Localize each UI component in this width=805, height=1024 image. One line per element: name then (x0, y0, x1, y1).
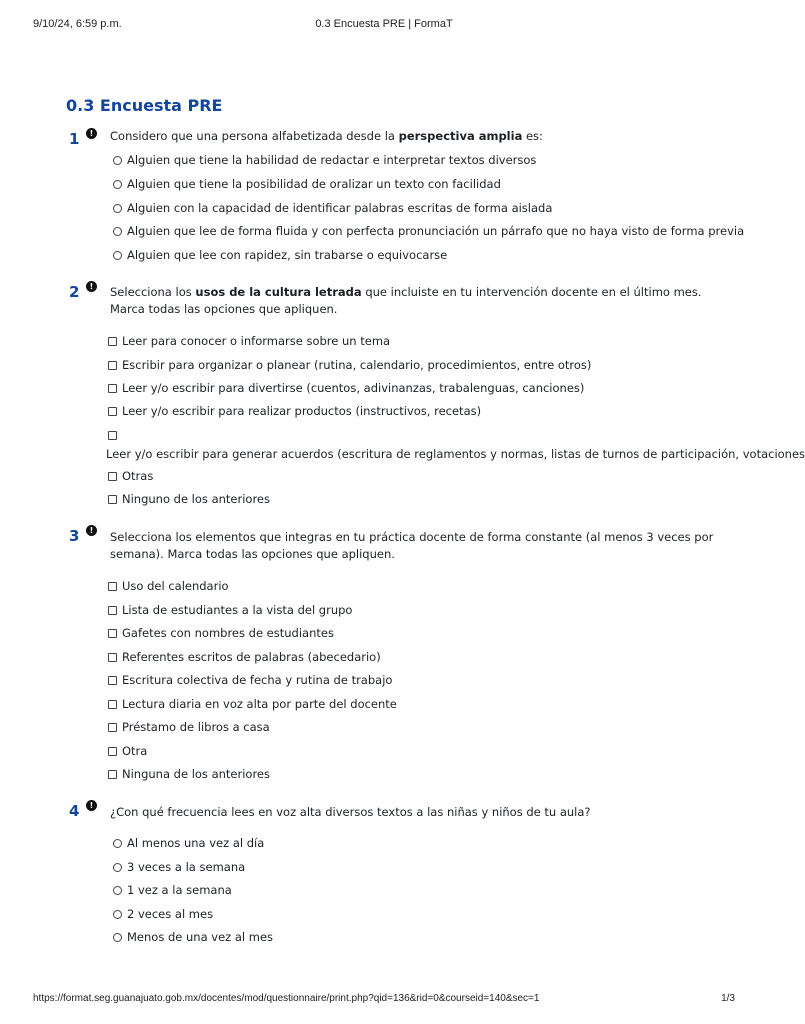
radio-option[interactable] (113, 222, 744, 240)
question-text: Selecciona los elementos que integras en tu práctica docente de forma constante (al menos 3 veces por semana). Marca todas las opciones que apliquen. (110, 530, 714, 561)
checkbox-option[interactable] (108, 601, 352, 619)
question-4 (66, 800, 734, 950)
checkbox-option[interactable] (108, 742, 147, 760)
radio-icon[interactable] (113, 863, 122, 872)
required-icon: ! (86, 281, 97, 292)
option-label: Préstamo de libros a casa (122, 720, 270, 734)
checkbox-option[interactable] (108, 332, 390, 350)
checkbox-icon[interactable] (108, 337, 117, 346)
option-label: Alguien que tiene la posibilidad de oralizar un texto con facilidad (127, 177, 501, 191)
option-label: Menos de una vez al mes (127, 930, 274, 944)
radio-option[interactable] (113, 834, 264, 852)
checkbox-option[interactable] (108, 402, 481, 420)
option-label: Alguien que tiene la habilidad de redactar e interpretar textos diversos (127, 153, 537, 167)
radio-option[interactable] (113, 858, 245, 876)
checkbox-option[interactable] (108, 695, 397, 713)
page-url: https://format.seg.guanajuato.gob.mx/docentes/mod/questionnaire/print.php?qid=136&rid=0&courseid=140&sec=1 (33, 993, 540, 1004)
question-text (110, 284, 734, 318)
option-label: 3 veces a la semana (127, 860, 246, 874)
option-label: Gafetes con nombres de estudiantes (122, 626, 334, 640)
question-1 (66, 128, 745, 268)
radio-icon[interactable] (113, 839, 122, 848)
radio-option[interactable] (113, 151, 536, 169)
checkbox-option[interactable] (108, 577, 229, 595)
question-number: 1 (69, 130, 80, 148)
radio-icon[interactable] (113, 933, 122, 942)
checkbox-icon[interactable] (108, 582, 117, 591)
question-text-part: Selecciona los (110, 285, 196, 299)
checkbox-icon[interactable] (108, 676, 117, 685)
option-label: Uso del calendario (122, 579, 229, 593)
required-icon: ! (86, 525, 97, 536)
question-text-part: es: (522, 129, 543, 143)
radio-option[interactable] (113, 905, 213, 923)
print-footer (33, 993, 735, 1009)
checkbox-icon[interactable] (108, 700, 117, 709)
required-icon: ! (86, 128, 97, 139)
checkbox-option[interactable] (108, 624, 334, 642)
question-text-bold: perspectiva amplia (398, 129, 523, 143)
checkbox-option[interactable] (108, 379, 584, 397)
radio-icon[interactable] (113, 204, 122, 213)
checkbox-option[interactable] (108, 490, 270, 508)
radio-option[interactable] (113, 175, 501, 193)
option-label: Alguien que lee con rapidez, sin trabarse o equivocarse (127, 248, 448, 262)
radio-icon[interactable] (113, 227, 122, 236)
question-text-part: Considero que una persona alfabetizada desde la (110, 129, 399, 143)
question-text-part: que incluiste en tu intervención docente en el último mes. Marca todas las opciones que apliquen. (110, 285, 702, 316)
question-number: 4 (69, 802, 80, 820)
question-text: ¿Con qué frecuencia lees en voz alta diversos textos a las niñas y niños de tu aula? (110, 805, 591, 819)
print-header (33, 18, 735, 34)
page-counter: 1/3 (721, 993, 735, 1004)
radio-option[interactable] (113, 199, 552, 217)
option-label: Lectura diaria en voz alta por parte del docente (122, 697, 397, 711)
option-label: Escribir para organizar o planear (rutina, calendario, procedimientos, entre otros) (122, 358, 592, 372)
question-number: 3 (69, 527, 80, 545)
radio-icon[interactable] (113, 910, 122, 919)
option-label: Otras (122, 469, 154, 483)
checkbox-icon[interactable] (108, 431, 117, 440)
checkbox-option[interactable] (108, 765, 270, 783)
checkbox-icon[interactable] (108, 472, 117, 481)
question-number: 2 (69, 283, 80, 301)
radio-icon[interactable] (113, 156, 122, 165)
checkbox-icon[interactable] (108, 495, 117, 504)
checkbox-option[interactable] (108, 467, 153, 485)
question-text (110, 128, 734, 145)
option-label: Escritura colectiva de fecha y rutina de trabajo (122, 673, 393, 687)
print-date: 9/10/24, 6:59 p.m. (33, 18, 122, 30)
checkbox-icon[interactable] (108, 361, 117, 370)
option-label: 2 veces al mes (127, 907, 214, 921)
checkbox-icon[interactable] (108, 629, 117, 638)
option-label: Leer y/o escribir para realizar productos (instructivos, recetas) (122, 404, 482, 418)
required-icon: ! (86, 800, 97, 811)
radio-icon[interactable] (113, 180, 122, 189)
radio-option[interactable] (113, 246, 447, 264)
document-title: 0.3 Encuesta PRE | FormaT (315, 18, 453, 30)
page-title: 0.3 Encuesta PRE (66, 96, 223, 115)
option-label: Lista de estudiantes a la vista del grupo (122, 603, 353, 617)
checkbox-option[interactable] (108, 671, 392, 689)
option-label: Leer para conocer o informarse sobre un tema (122, 334, 391, 348)
checkbox-icon[interactable] (108, 747, 117, 756)
checkbox-icon[interactable] (108, 384, 117, 393)
checkbox-icon[interactable] (108, 770, 117, 779)
question-3 (66, 525, 734, 787)
checkbox-icon[interactable] (108, 606, 117, 615)
option-label: Ninguno de los anteriores (122, 492, 270, 506)
checkbox-option[interactable] (106, 431, 805, 461)
checkbox-icon[interactable] (108, 407, 117, 416)
option-label: Leer y/o escribir para generar acuerdos (escritura de reglamentos y normas, listas de turnos de participación, votaciones (106, 447, 805, 461)
option-label: Ninguna de los anteriores (122, 767, 270, 781)
option-label: Al menos una vez al día (127, 836, 265, 850)
option-label: Alguien que lee de forma fluida y con perfecta pronunciación un párrafo que no haya visto de forma previa (127, 224, 745, 238)
checkbox-option[interactable] (108, 718, 270, 736)
option-label: Leer y/o escribir para divertirse (cuentos, adivinanzas, trabalenguas, canciones) (122, 381, 585, 395)
radio-icon[interactable] (113, 886, 122, 895)
option-label: Otra (122, 744, 148, 758)
checkbox-icon[interactable] (108, 653, 117, 662)
question-2 (66, 281, 805, 513)
checkbox-option[interactable] (108, 356, 591, 374)
option-label: 1 vez a la semana (127, 883, 232, 897)
radio-option[interactable] (113, 928, 273, 946)
option-label: Referentes escritos de palabras (abecedario) (122, 650, 381, 664)
radio-icon[interactable] (113, 251, 122, 260)
question-text-bold: usos de la cultura letrada (195, 285, 362, 299)
radio-option[interactable] (113, 881, 232, 899)
checkbox-icon[interactable] (108, 723, 117, 732)
checkbox-option[interactable] (108, 648, 381, 666)
option-label: Alguien con la capacidad de identificar palabras escritas de forma aislada (127, 201, 553, 215)
